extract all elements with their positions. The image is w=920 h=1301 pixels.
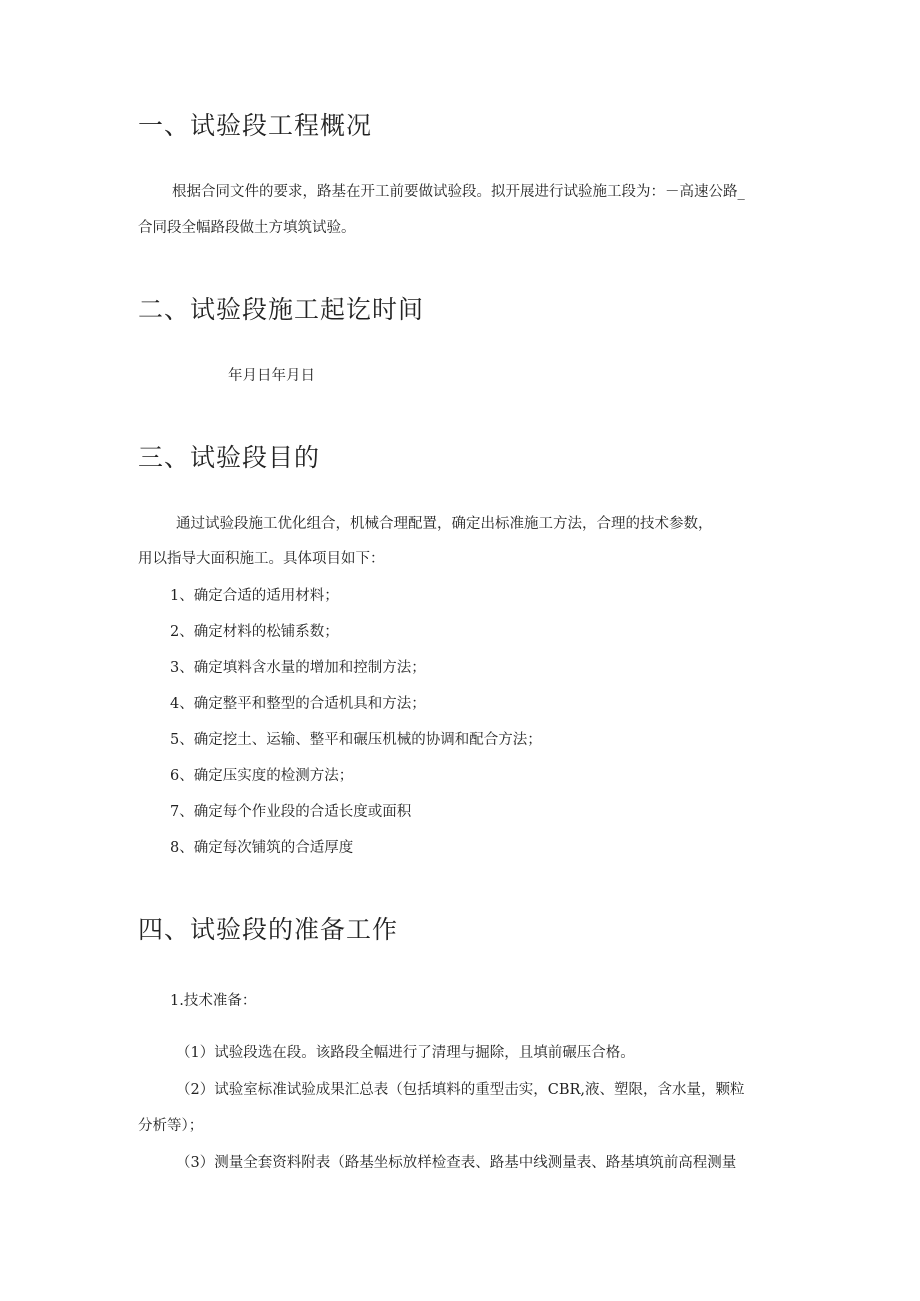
- preparation-item-2: （2）试验室标准试验成果汇总表（包括填料的重型击实，CBR,液、塑限，含水量，颗粒: [176, 1082, 745, 1098]
- section-1-heading: 一、试验段工程概况: [138, 111, 373, 140]
- section-4-heading: 四、试验段的准备工作: [138, 915, 399, 944]
- objective-item-5: 5、确定挖土、运输、整平和碾压机械的协调和配合方法；: [170, 732, 542, 748]
- objective-item-1: 1、确定合适的适用材料；: [170, 588, 339, 604]
- section-3-paragraph-line-2: 用以指导大面积施工。具体项目如下：: [138, 551, 385, 567]
- section-3-heading: 三、试验段目的: [138, 443, 321, 472]
- section-2-heading: 二、试验段施工起讫时间: [138, 295, 425, 324]
- section-1-paragraph-line-1: 根据合同文件的要求，路基在开工前要做试验段。拟开展进行试验施工段为：－高速公路_: [172, 184, 745, 200]
- objective-item-7: 7、确定每个作业段的合适长度或面积: [170, 804, 412, 820]
- section-2-dates: 年月日年月日: [228, 368, 315, 384]
- section-1-paragraph-line-2: 合同段全幅路段做土方填筑试验。: [138, 220, 356, 236]
- preparation-item-3: （3）测量全套资料附表（路基坐标放样检查表、路基中线测量表、路基填筑前高程测量: [176, 1155, 737, 1171]
- objective-item-4: 4、确定整平和整型的合适机具和方法；: [170, 696, 426, 712]
- objective-item-8: 8、确定每次铺筑的合适厚度: [170, 840, 354, 856]
- objective-item-3: 3、确定填料含水量的增加和控制方法；: [170, 660, 426, 676]
- objective-item-6: 6、确定压实度的检测方法；: [170, 768, 354, 784]
- preparation-item-2-continued: 分析等）；: [138, 1118, 204, 1134]
- preparation-item-1: （1）试验段选在段。该路段全幅进行了清理与掘除，且填前碾压合格。: [176, 1045, 635, 1061]
- objective-item-2: 2、确定材料的松铺系数；: [170, 624, 339, 640]
- section-3-paragraph-line-1: 通过试验段施工优化组合，机械合理配置，确定出标准施工方法，合理的技术参数，: [176, 516, 713, 532]
- section-4-subheading: 1.技术准备：: [170, 993, 257, 1009]
